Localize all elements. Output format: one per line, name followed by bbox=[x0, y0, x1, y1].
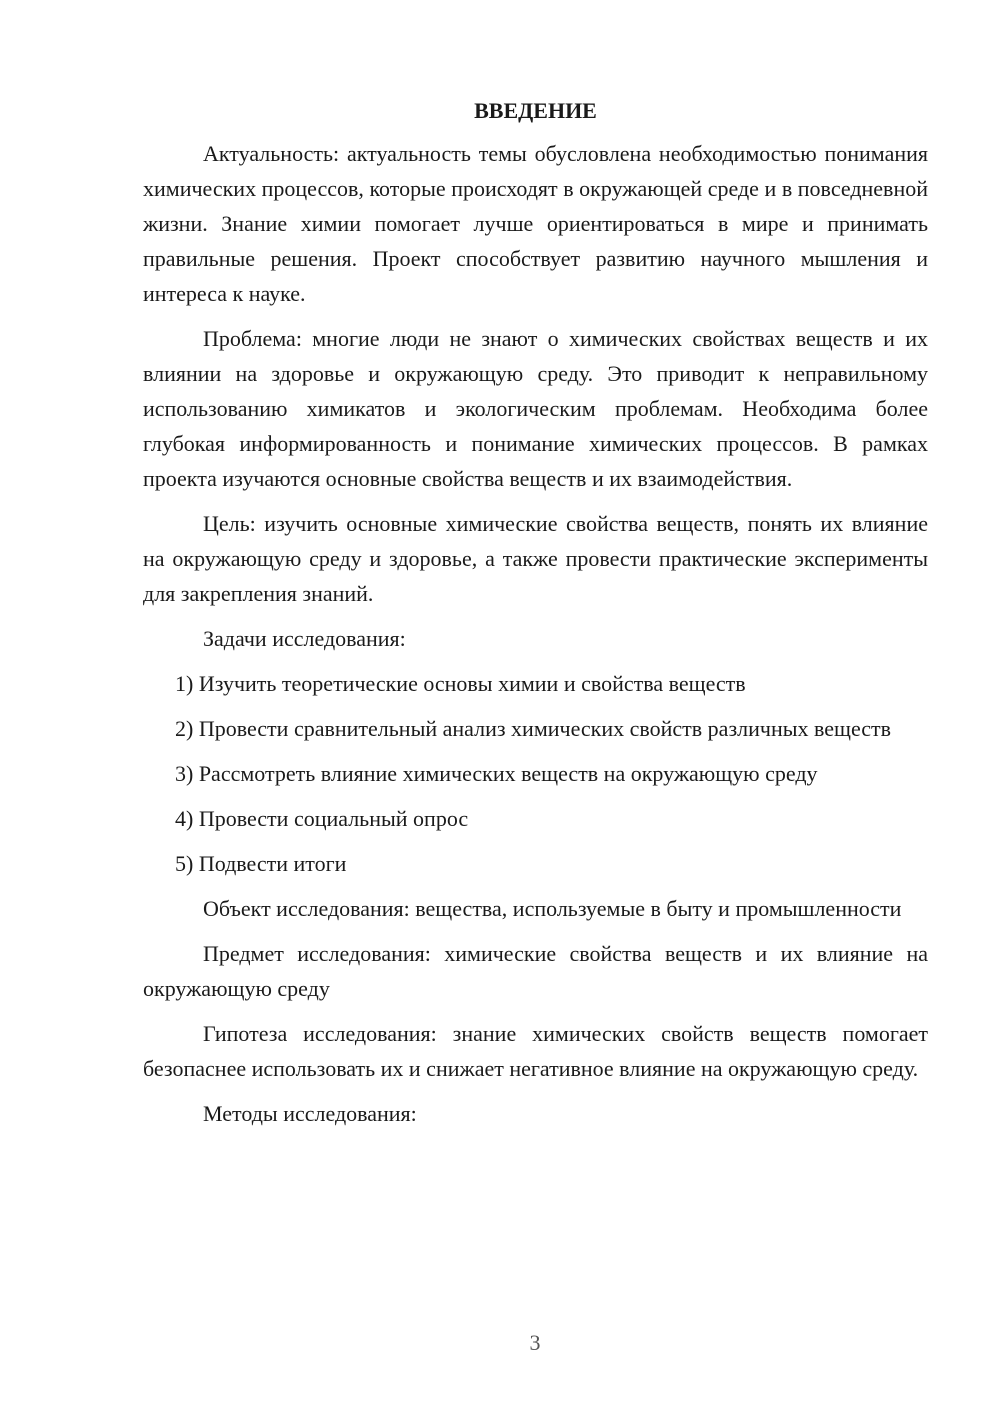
document-body bbox=[143, 93, 928, 1141]
subject-paragraph: Предмет исследования: химические свойства веществ и их влияние на окружающую среду bbox=[143, 941, 928, 1001]
relevance-paragraph: Актуальность: актуальность темы обусловлена необходимостью понимания химических процессов, которые происходят в окружающей среде и в повседневной жизни. Знание химии помогает лучше ориентироваться в мире и принимать правильные решения. Проект способствует развитию научного мышления и интереса к науке. bbox=[143, 141, 928, 306]
object-paragraph: Объект исследования: вещества, используемые в быту и промышленности bbox=[203, 896, 902, 921]
hypothesis-paragraph: Гипотеза исследования: знание химических свойств веществ помогает безопаснее использовать их и снижает негативное влияние на окружающую среду. bbox=[143, 1021, 928, 1081]
task-item: 3) Рассмотреть влияние химических веществ на окружающую среду bbox=[175, 761, 818, 786]
task-item: 1) Изучить теоретические основы химии и свойства веществ bbox=[175, 671, 746, 696]
section-title: ВВЕДЕНИЕ bbox=[474, 98, 597, 123]
problem-paragraph: Проблема: многие люди не знают о химических свойствах веществ и их влиянии на здоровье и окружающую среду. Это приводит к неправильному использованию химикатов и экологическим проблемам. Необходима более глубокая информированность и понимание химических процессов. В рамках проекта изучаются основные свойства веществ и их взаимодействия. bbox=[143, 326, 928, 491]
page-number: 3 bbox=[529, 1330, 541, 1355]
task-item: 4) Провести социальный опрос bbox=[175, 806, 469, 831]
task-item: 5) Подвести итоги bbox=[175, 851, 347, 876]
goal-paragraph: Цель: изучить основные химические свойства веществ, понять их влияние на окружающую среду и здоровье, а также провести практические эксперименты для закрепления знаний. bbox=[143, 511, 928, 606]
tasks-heading: Задачи исследования: bbox=[203, 626, 406, 651]
task-item: 2) Провести сравнительный анализ химических свойств различных веществ bbox=[175, 716, 892, 741]
methods-heading: Методы исследования: bbox=[203, 1101, 417, 1126]
